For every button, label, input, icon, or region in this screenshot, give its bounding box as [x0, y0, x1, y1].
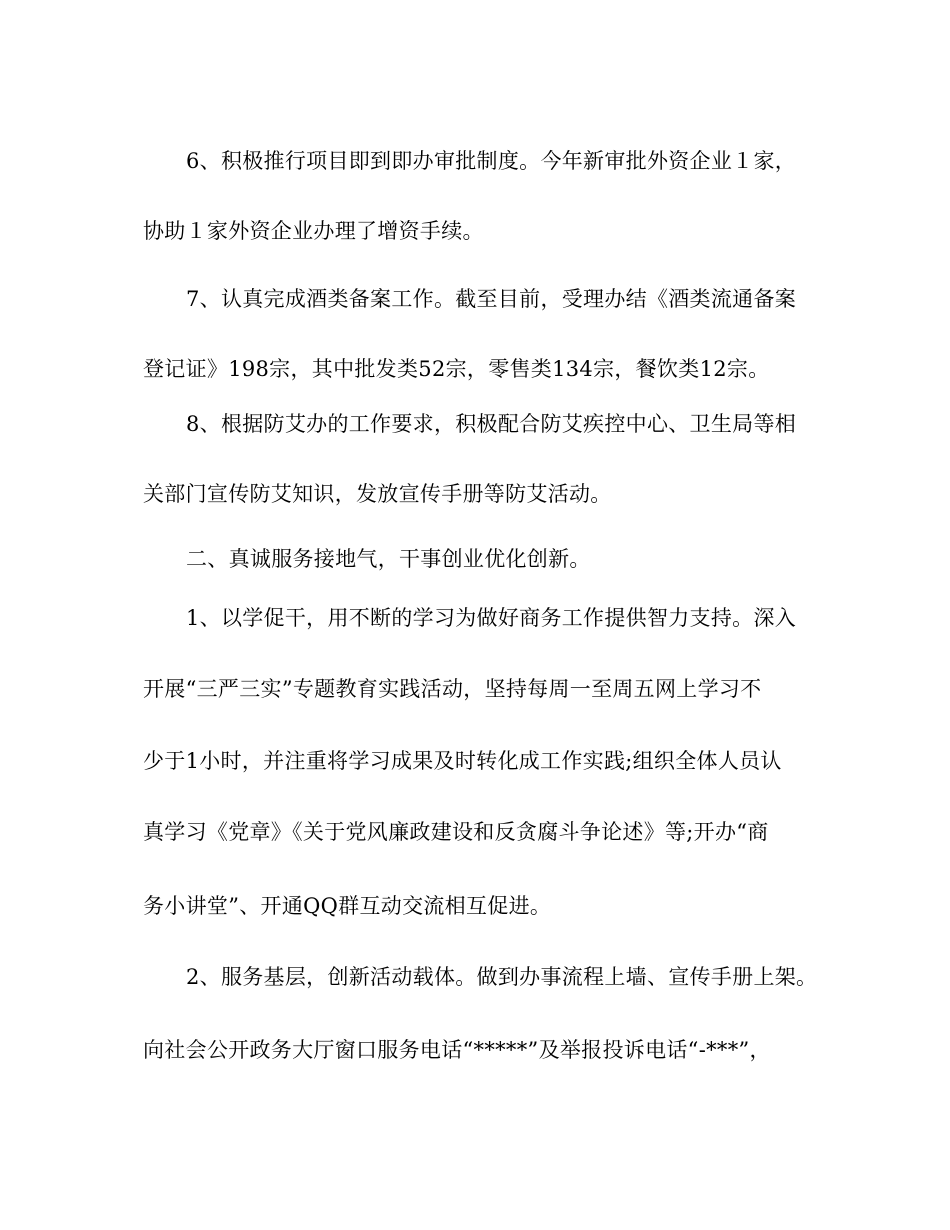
- paragraph-line: 关部门宣传防艾知识，发放宣传手册等防艾活动。: [143, 482, 612, 506]
- paragraph-line: 少于1小时，并注重将学习成果及时转化成工作实践;组织全体人员认: [143, 749, 782, 773]
- paragraph-line: 1、以学促干，用不断的学习为做好商务工作提供智力支持。深入: [186, 606, 797, 630]
- paragraph-line: 务小讲堂”、开通QQ群互动交流相互促进。: [143, 894, 552, 918]
- paragraph-line: 开展“三严三实”专题教育实践活动，坚持每周一至周五网上学习不: [143, 677, 762, 701]
- paragraph-line: 登记证》198宗，其中批发类52宗，零售类134宗，餐饮类12宗。: [143, 357, 770, 381]
- section-heading: 二、真诚服务接地气，干事创业优化创新。: [186, 547, 591, 571]
- paragraph-line: 协助１家外资企业办理了增资手续。: [143, 219, 484, 243]
- paragraph-line: 7、认真完成酒类备案工作。截至目前，受理办结《酒类流通备案: [186, 287, 797, 311]
- paragraph-line: 6、积极推行项目即到即办审批制度。今年新审批外资企业１家，: [186, 149, 797, 173]
- paragraph-line: 真学习《党章》《关于党风廉政建设和反贪腐斗争论述》等;开办“商: [143, 820, 769, 844]
- paragraph-line: 8、根据防艾办的工作要求，积极配合防艾疾控中心、卫生局等相: [186, 412, 797, 436]
- paragraph-line: 2、服务基层，创新活动载体。做到办事流程上墙、宣传手册上架。: [186, 965, 818, 989]
- paragraph-line: 向社会公开政务大厅窗口服务电话“*****”及举报投诉电话“-***”，: [143, 1038, 771, 1062]
